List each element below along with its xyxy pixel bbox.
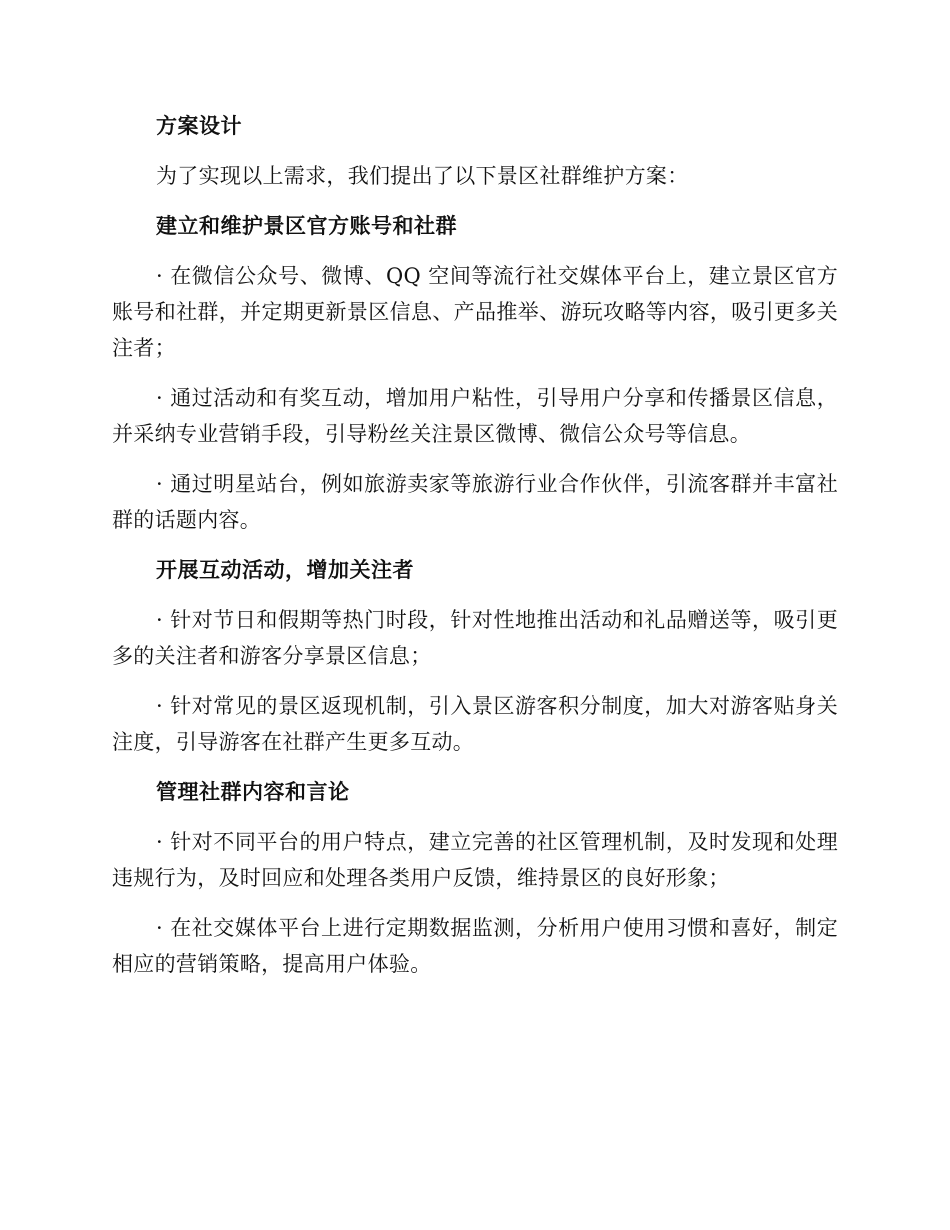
bullet-paragraph: · 在社交媒体平台上进行定期数据监测，分析用户使用习惯和喜好，制定相应的营销策略，提高用户体验。 — [112, 916, 838, 976]
bullet-paragraph: · 在微信公众号、微博、QQ 空间等流行社交媒体平台上，建立景区官方账号和社群，并定期更新景区信息、产品推举、游玩攻略等内容，吸引更多关注者； — [112, 264, 838, 360]
section-heading-official-accounts: 建立和维护景区官方账号和社群 — [156, 214, 457, 238]
bullet-paragraph: · 针对不同平台的用户特点，建立完善的社区管理机制，及时发现和处理违规行为，及时回应和处理各类用户反馈，维持景区的良好形象； — [112, 830, 838, 890]
section-heading-plan-design: 方案设计 — [156, 114, 242, 138]
bullet-paragraph: · 通过活动和有奖互动，增加用户粘性，引导用户分享和传播景区信息，并采纳专业营销手段，引导粉丝关注景区微博、微信公众号等信息。 — [112, 386, 838, 446]
bullet-paragraph: · 通过明星站台，例如旅游卖家等旅游行业合作伙伴，引流客群并丰富社群的话题内容。 — [112, 472, 838, 532]
bullet-paragraph: · 针对节日和假期等热门时段，针对性地推出活动和礼品赠送等，吸引更多的关注者和游客分享景区信息； — [112, 608, 838, 668]
bullet-paragraph: · 针对常见的景区返现机制，引入景区游客积分制度，加大对游客贴身关注度，引导游客在社群产生更多互动。 — [112, 694, 838, 754]
section-heading-content-management: 管理社群内容和言论 — [156, 780, 350, 804]
section-heading-interactive-activities: 开展互动活动，增加关注者 — [156, 558, 414, 582]
intro-paragraph: 为了实现以上需求，我们提出了以下景区社群维护方案： — [156, 164, 689, 188]
